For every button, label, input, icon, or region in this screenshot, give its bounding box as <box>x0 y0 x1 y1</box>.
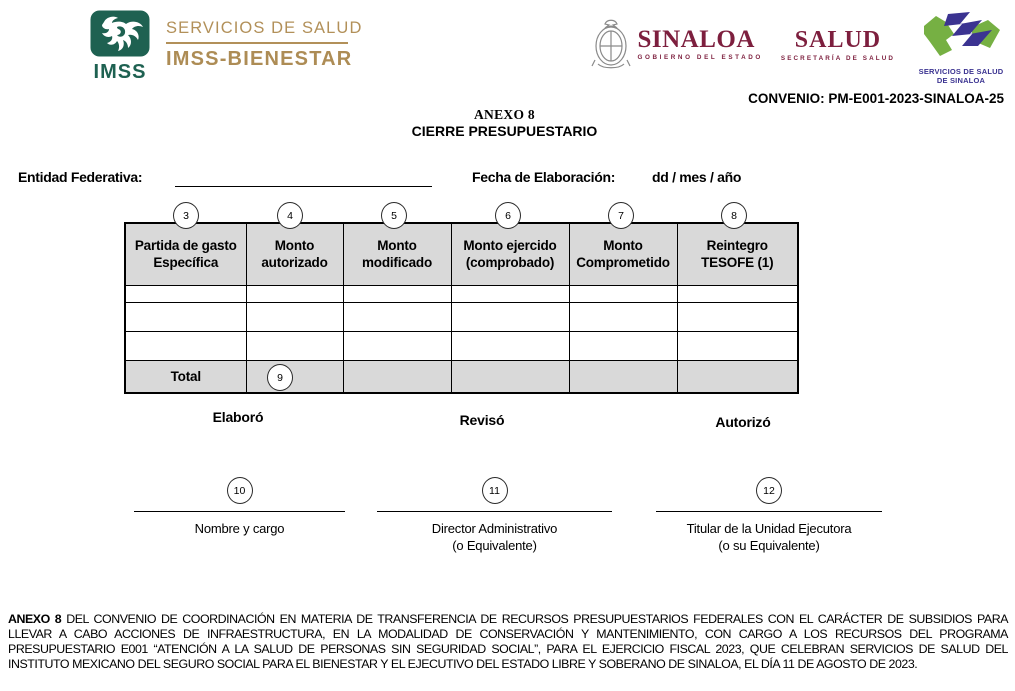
table-empty-cell[interactable] <box>343 302 451 331</box>
table-empty-cell[interactable] <box>125 302 246 331</box>
imss-bienestar-text: IMSS-BIENESTAR <box>166 47 353 70</box>
signature-line[interactable] <box>377 511 612 512</box>
annotation-circle-6: 6 <box>495 202 521 229</box>
table-empty-cell[interactable] <box>677 285 798 302</box>
salud-subtitle: SECRETARÍA DE SALUD <box>780 55 895 62</box>
table-empty-cell[interactable] <box>569 302 677 331</box>
fecha-elaboracion-placeholder: dd / mes / año <box>652 169 742 185</box>
sinaloa-subtitle: GOBIERNO DEL ESTADO <box>637 54 763 61</box>
table-empty-cell[interactable] <box>125 331 246 360</box>
sig-header-elaboro: Elaboró <box>212 409 264 425</box>
table-empty-cell[interactable] <box>569 285 677 302</box>
footer-bold-prefix: ANEXO 8 <box>8 612 62 626</box>
imss-bienestar-logo <box>88 10 362 82</box>
total-value-cell[interactable] <box>246 360 343 393</box>
imss-acronym: IMSS <box>93 61 147 83</box>
sig-header-reviso: Revisó <box>459 412 505 428</box>
table-empty-cell[interactable] <box>451 331 569 360</box>
signature-role-label: Director Administrativo (o Equivalente) <box>431 521 558 553</box>
sig-header-autorizo: Autorizó <box>715 414 771 430</box>
col-header-reintegro-tesofe: Reintegro TESOFE (1) <box>677 223 798 285</box>
signature-block-elaboro <box>134 477 345 538</box>
sinaloa-coat-of-arms-icon <box>590 16 632 72</box>
annotation-circle-10: 10 <box>227 477 253 504</box>
table-empty-cell[interactable] <box>451 285 569 302</box>
imss-logo-mark <box>88 10 152 82</box>
budget-table-grid <box>124 222 799 394</box>
signature-role-label: Nombre y cargo <box>194 521 285 536</box>
annotation-circle-11: 11 <box>482 477 508 504</box>
col-header-monto-modificado: Monto modificado <box>343 223 451 285</box>
col-header-monto-comprometido: Monto Comprometido <box>569 223 677 285</box>
table-empty-cell[interactable] <box>569 331 677 360</box>
table-empty-cell[interactable] <box>677 302 798 331</box>
gold-divider-rule <box>166 42 348 44</box>
total-value-cell[interactable] <box>343 360 451 393</box>
footer-legal-paragraph <box>8 612 1008 673</box>
table-empty-cell[interactable] <box>125 285 246 302</box>
sinaloa-map-icon <box>918 12 1004 62</box>
annotation-circle-9: 9 <box>267 364 293 391</box>
signature-line[interactable] <box>134 511 345 512</box>
sinaloa-name: SINALOA <box>637 26 755 53</box>
signature-block-autorizo <box>656 477 882 555</box>
annotation-circle-8: 8 <box>721 202 747 229</box>
signature-block-reviso <box>377 477 612 555</box>
total-value-cell[interactable] <box>677 360 798 393</box>
table-row <box>125 285 798 302</box>
total-value-cell[interactable] <box>451 360 569 393</box>
imss-wordmark <box>166 10 362 71</box>
convenio-number: CONVENIO: PM-E001-2023-SINALOA-25 <box>748 91 1004 106</box>
annotation-circle-3: 3 <box>173 202 199 229</box>
document-title: CIERRE PRESUPUESTARIO <box>411 123 598 139</box>
sss-line2: DE SINALOA <box>936 76 986 86</box>
table-empty-cell[interactable] <box>246 331 343 360</box>
annotation-circle-4: 4 <box>277 202 303 229</box>
table-empty-cell[interactable] <box>343 331 451 360</box>
government-logos <box>590 12 1007 86</box>
annex-title: ANEXO 8 <box>474 107 535 122</box>
imss-eagle-icon <box>90 10 150 57</box>
budget-table <box>124 209 800 394</box>
table-row <box>125 302 798 331</box>
table-empty-cell[interactable] <box>451 302 569 331</box>
table-total-row <box>125 360 798 393</box>
servicios-de-salud-text: SERVICIOS DE SALUD <box>166 19 363 37</box>
col-header-partida: Partida de gasto Específica <box>125 223 246 285</box>
table-empty-cell[interactable] <box>246 285 343 302</box>
entidad-federativa-label: Entidad Federativa: <box>18 169 143 185</box>
footer-body-text: DEL CONVENIO DE COORDINACIÓN EN MATERIA DE TRANSFERENCIA DE RECURSOS PRESUPUESTARIOS FEDERALES CON EL CARÁCTER DE SUBSIDIOS PARA LLEVAR A CABO ACCIONES DE INFRAESTRUCTURA, EN LA MODALIDAD DE CONSERVACIÓN Y MANTENIMIENTO, CON CARGO A LOS RECURSOS DEL PROGRAMA PRESUPUESTARIO E001 “ATENCIÓN A LA SALUD DE PERSONAS SIN SEGURIDAD SOCIAL”, PARA EL EJERCICIO FISCAL 2023, QUE CELEBRAN SERVICIOS DE SALUD DEL INSTITUTO MEXICANO DEL SEGURO SOCIAL PARA EL BIENESTAR Y EL EJECUTIVO DEL ESTADO LIBRE Y SOBERANO DE SINALOA, EL DÍA 11 DE AGOSTO DE 2023. <box>8 612 1009 672</box>
entidad-federativa-field[interactable] <box>175 165 432 187</box>
annotation-circle-7: 7 <box>608 202 634 229</box>
annotation-circle-5: 5 <box>381 202 407 229</box>
salud-name: SALUD <box>794 27 882 53</box>
signature-role-label: Titular de la Unidad Ejecutora (o su Equivalente) <box>686 521 852 553</box>
sinaloa-text <box>637 27 762 61</box>
sinaloa-gobierno-logo <box>590 16 762 72</box>
annotation-circle-12: 12 <box>756 477 782 504</box>
total-label: Total <box>125 360 246 393</box>
sss-line1: SERVICIOS DE SALUD <box>918 67 1004 76</box>
table-row <box>125 331 798 360</box>
fecha-elaboracion-label: Fecha de Elaboración: <box>472 169 616 185</box>
signature-line[interactable] <box>656 511 882 512</box>
table-empty-cell[interactable] <box>677 331 798 360</box>
table-empty-cell[interactable] <box>246 302 343 331</box>
table-header-row <box>125 223 798 285</box>
table-empty-cell[interactable] <box>343 285 451 302</box>
col-header-monto-ejercido: Monto ejercido (comprobado) <box>451 223 569 285</box>
total-value-cell[interactable] <box>569 360 677 393</box>
col-header-monto-autorizado: Monto autorizado <box>246 223 343 285</box>
servicios-salud-sinaloa-logo <box>915 12 1007 86</box>
salud-logo <box>781 28 895 62</box>
